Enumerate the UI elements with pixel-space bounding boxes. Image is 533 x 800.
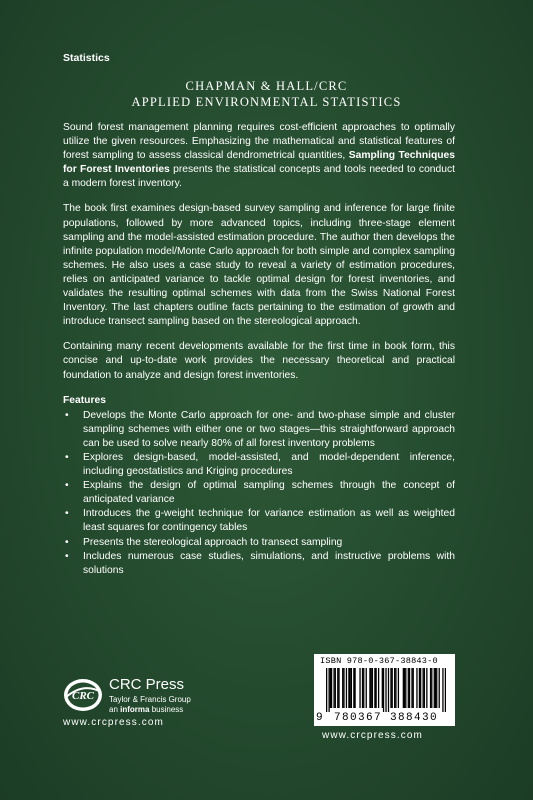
barcode-bar bbox=[366, 668, 367, 708]
bullet-icon: • bbox=[65, 508, 69, 520]
publisher-name: CRC Press bbox=[109, 676, 185, 693]
subject-label: Statistics bbox=[63, 52, 110, 64]
barcode-bar bbox=[422, 668, 423, 708]
tagline-suffix: business bbox=[149, 705, 184, 714]
feature-text: Explores design-based, model-assisted, and model-dependent inference, including geostatistics and Kriging procedures bbox=[83, 451, 455, 478]
barcode-bar bbox=[439, 668, 440, 708]
features-heading: Features bbox=[63, 394, 106, 406]
barcode-bar bbox=[405, 668, 406, 708]
barcode-bar bbox=[398, 668, 399, 708]
barcode-bar bbox=[338, 668, 339, 708]
isbn-text: ISBN 978-0-367-38843-0 bbox=[320, 656, 438, 666]
feature-item bbox=[63, 451, 455, 479]
feature-item bbox=[63, 550, 455, 578]
barcode-bar bbox=[328, 668, 329, 712]
feature-text: Explains the design of optimal sampling schemes through the concept of anticipated variance bbox=[83, 480, 455, 506]
feature-text: Includes numerous case studies, simulations, and instructive problems with solutions bbox=[83, 550, 455, 576]
bullet-icon: • bbox=[65, 451, 69, 463]
feature-text: Develops the Monte Carlo approach for one- and two-phase simple and cluster sampling schemes with either one or two stages—this straightforward approach can be used to solve nearly 80% of all forest inventory problems bbox=[83, 409, 455, 449]
barcode-bar bbox=[326, 668, 327, 712]
barcode-bar bbox=[408, 668, 409, 708]
barcode-bar bbox=[374, 668, 375, 708]
barcode-bar bbox=[392, 668, 393, 708]
series-title bbox=[0, 78, 533, 110]
barcode-bar bbox=[403, 668, 404, 708]
barcode-digits-left: 780367 bbox=[334, 712, 383, 724]
barcode-bar bbox=[435, 668, 436, 708]
barcode-bar bbox=[416, 668, 417, 708]
description bbox=[63, 121, 455, 578]
barcode-bar bbox=[348, 668, 349, 708]
barcode-bar bbox=[431, 668, 432, 708]
barcode-bar bbox=[436, 668, 437, 708]
barcode-digits-right: 388430 bbox=[390, 712, 439, 724]
barcode-bar bbox=[354, 668, 355, 708]
crc-logo-text: CRC bbox=[71, 690, 95, 702]
book-title: Sampling Techniques for Forest Inventories bbox=[63, 150, 455, 176]
barcode-bar bbox=[383, 668, 384, 712]
series-line-2: APPLIED ENVIRONMENTAL STATISTICS bbox=[131, 95, 402, 109]
feature-item bbox=[63, 409, 455, 451]
barcode-bar bbox=[342, 668, 343, 708]
barcode-bar bbox=[335, 668, 336, 708]
barcode-bar bbox=[363, 668, 364, 708]
barcode-bar bbox=[382, 668, 383, 708]
barcode-bar bbox=[424, 668, 425, 708]
feature-item bbox=[63, 479, 455, 507]
publisher-tagline bbox=[109, 705, 183, 714]
barcode-bar bbox=[375, 668, 376, 708]
barcode-bar bbox=[343, 668, 344, 708]
barcode-bar bbox=[351, 668, 352, 708]
barcode-icon bbox=[326, 668, 446, 712]
barcode-bar bbox=[390, 668, 391, 708]
footer-url[interactable]: www.crcpress.com bbox=[322, 730, 423, 741]
barcode-bar bbox=[331, 668, 332, 708]
barcode-bar bbox=[359, 668, 360, 708]
barcode-bar bbox=[350, 668, 351, 708]
barcode-bar bbox=[333, 668, 334, 708]
barcode-bar bbox=[353, 668, 354, 708]
feature-item bbox=[63, 536, 455, 550]
bullet-icon: • bbox=[65, 550, 69, 562]
barcode-bar bbox=[430, 668, 431, 708]
paragraph-1-start: Sound forest management planning requires cost-efficient approaches to optimally utilize the given resources. Emphasizing the mathematical and statistical features of forest sampling to assess classical dendrometrical quantities, bbox=[63, 122, 455, 162]
barcode-bar bbox=[445, 668, 446, 712]
bullet-icon: • bbox=[65, 536, 69, 548]
barcode-bar bbox=[378, 668, 379, 708]
tagline-prefix: an bbox=[109, 705, 121, 714]
paragraph-1 bbox=[63, 121, 455, 191]
barcode-bar bbox=[394, 668, 395, 708]
barcode-bar bbox=[411, 668, 412, 708]
series-line-1: CHAPMAN & HALL/CRC bbox=[185, 79, 348, 93]
barcode-bar bbox=[426, 668, 427, 708]
barcode-bar bbox=[413, 668, 414, 708]
barcode-bar bbox=[434, 668, 435, 708]
paragraph-3: Containing many recent developments available for the first time in book form, this concise and up-to-date work provides the necessary theoretical and practical foundation to analyze and design forest inventories. bbox=[63, 341, 455, 381]
barcode-bar bbox=[371, 668, 372, 708]
feature-item bbox=[63, 507, 455, 535]
bullet-icon: • bbox=[65, 409, 69, 421]
barcode-bar bbox=[372, 668, 373, 708]
barcode-bar bbox=[409, 668, 410, 708]
feature-text: Presents the stereological approach to transect sampling bbox=[83, 536, 343, 548]
publisher-url[interactable]: www.crcpress.com bbox=[63, 717, 164, 728]
barcode-bar bbox=[420, 668, 421, 708]
barcode-bar bbox=[419, 668, 420, 708]
barcode-bar bbox=[388, 668, 389, 712]
barcode-digit-first: 9 bbox=[316, 712, 323, 724]
barcode-bar bbox=[346, 668, 347, 708]
crc-logo-icon bbox=[63, 678, 103, 712]
publisher-group: Taylor & Francis Group bbox=[109, 695, 191, 704]
barcode-bar bbox=[404, 668, 405, 708]
barcode-bar bbox=[337, 668, 338, 708]
feature-text: Introduces the g-weight technique for variance estimation as well as weighted least squares for contingency tables bbox=[83, 508, 455, 534]
barcode-bar bbox=[442, 668, 443, 712]
barcode-bar bbox=[330, 668, 331, 708]
barcode-bar bbox=[362, 668, 363, 708]
paragraph-2: The book first examines design-based survey sampling and inference for large finite populations, followed by more advanced topics, including three-stage element sampling and the model-assisted estimation procedure. The author then develops the infinite population model/Monte Carlo approach for both simple and complex sampling schemes. He also uses a case study to reveal a variety of estimation procedures, relies on anticipated variance to tackle optimal design for forest inventories, and validates the resulting optimal schemes with data from the Swiss National Forest Inventory. The last chapters outline facts pertaining to the estimation of growth and introduce transect sampling based on the stereological approach. bbox=[63, 203, 455, 328]
paragraph-1-end: presents the statistical concepts and tools needed to conduct a modern forest inventory. bbox=[63, 164, 455, 190]
barcode-bar bbox=[395, 668, 396, 708]
barcode-bar bbox=[385, 668, 386, 712]
barcode-bar bbox=[369, 668, 370, 708]
features-list bbox=[63, 409, 455, 578]
tagline-brand: informa bbox=[120, 705, 150, 714]
bullet-icon: • bbox=[65, 480, 69, 492]
barcode-box bbox=[314, 654, 455, 726]
